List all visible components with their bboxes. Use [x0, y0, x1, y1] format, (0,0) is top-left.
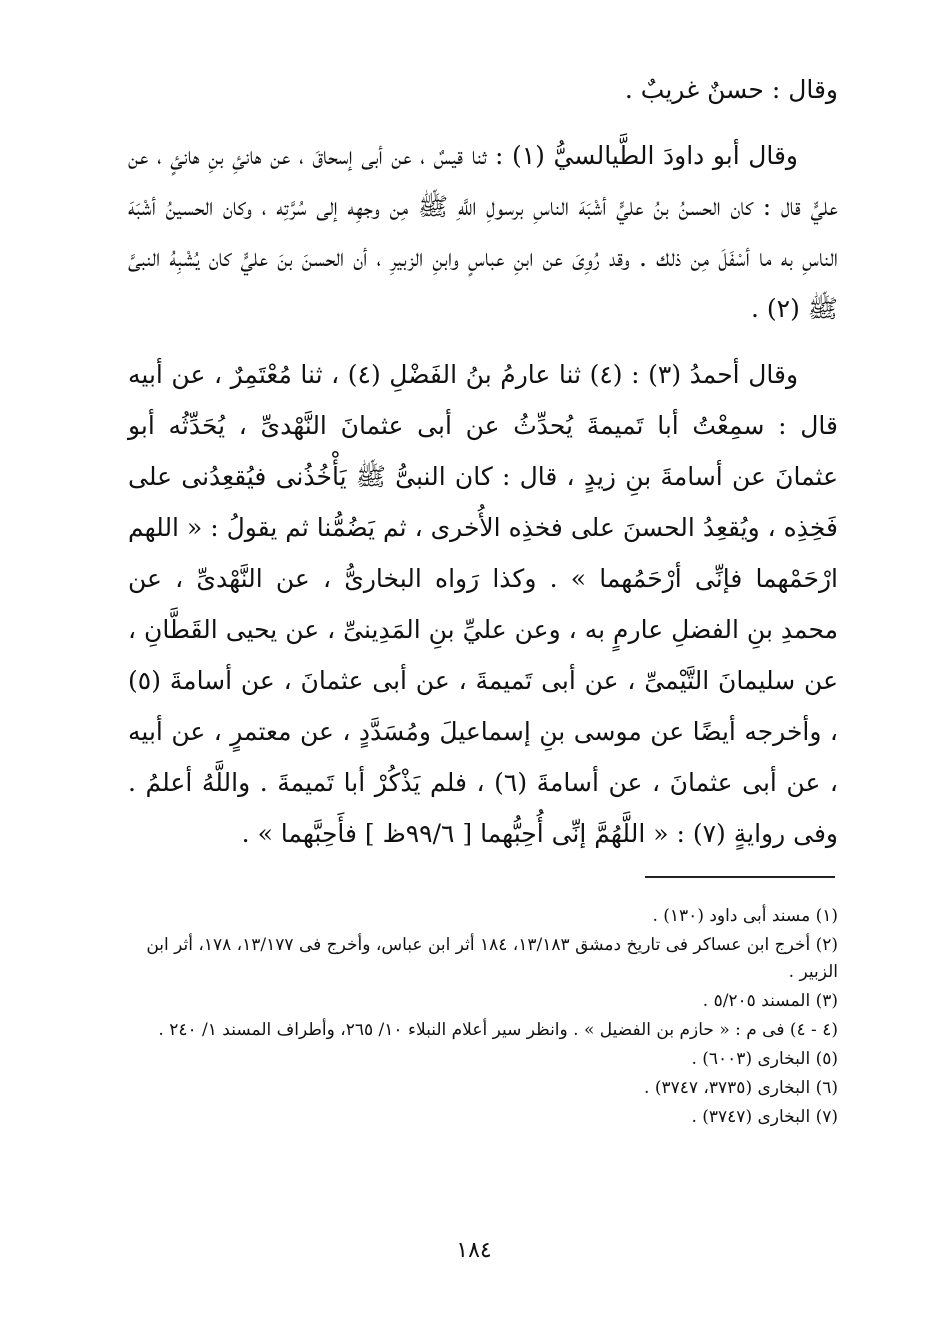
footnote: (٤ - ٤) فى م : « حازم بن الفضيل » . وانظر سير أعلام النبلاء ١٠/ ٢٦٥، وأطراف المسند ١/ ٢٤٠ . [158, 1020, 838, 1040]
paragraph: وقال أحمدُ (٣) : (٤) ثنا عارمُ بنُ الفَضْلِ (٤) ، ثنا مُعْتَمِرٌ ، عن أبيه قال : سمِعْتُ أبا تَميمةَ يُحدِّثُ عن أبى عثمانَ النَّهْدىِّ ، يُحَدِّثُه أبو عثمانَ عن أسامةَ بنِ زيدٍ ، قال : كان النبىُّ ﷺ يَأْخُذُنى فيُقعِدُنى على فَخِذِه ، ويُقعِدُ الحسنَ على فخذِه الأُخرى ، ثم يَضُمُّنا ثم يقولُ : « اللهم ارْحَمْهما فإنِّى أرْحَمُهما » . وكذا رَواه البخارىُّ ، عن النَّهْدىِّ ، عن محمدِ بنِ الفضلِ عارمٍ به ، وعن عليِّ بنِ المَدِينىِّ ، عن يحيى القَطَّانِ ، عن سليمانَ التَّيْمىِّ ، عن أبى تَميمةَ ، عن أبى عثمانَ ، عن أسامةَ (٥) ، وأخرجه أيضًا عن موسى بنِ إسماعيلَ ومُسَدَّدٍ ، عن معتمرٍ ، عن أبيه ، عن أبى عثمانَ ، عن أسامةَ (٦) ، فلم يَذْكُرْ أبا تَميمةَ . واللَّهُ أعلمُ . وفى روايةٍ (٧) : « اللَّهُمَّ إنِّى أُحِبُّهما [ ٩٩/٦ظ ] فأَحِبَّهما » . [128, 360, 838, 848]
paragraph: وقال أبو داودَ الطَّيالسيُّ (١) : ثنا قيسٌ ، عن أبى إسحاقَ ، عن هانئِ بنِ هانئٍ ، عن عليٍّ قال : كان الحسنُ بنُ عليٍّ أشْبَهَ الناسِ برسولِ اللَّهِ ﷺ مِن وجهِه إلى سُرَّتِه ، وكان الحسينُ أشْبَهَ الناسِ به ما أسْفَلَ مِن ذلك . وقد رُوِىَ عن ابنِ عباسٍ وابنِ الزبيرِ ، أن الحسنَ بنَ عليٍّ كان يُشْبِهُ النبىَّ ﷺ (٢) . [128, 141, 838, 323]
main-text [128, 64, 838, 874]
footnote-separator [645, 876, 835, 878]
footnote: (٦) البخارى (٣٧٣٥، ٣٧٤٧) . [644, 1078, 838, 1098]
footnote: (١) مسند أبى داود (١٣٠) . [652, 906, 838, 926]
footnote: (٢) أخرج ابن عساكر فى تاريخ دمشق ١٣/١٨٣، ١٨٤ أثر ابن عباس، وأخرج فى ١٣/١٧٧، ١٧٨، أثر ابن الزبير . [146, 935, 838, 982]
paragraph: وقال : حسنٌ غريبٌ . [624, 75, 838, 104]
footnotes [123, 903, 838, 1133]
footnote: (٣) المسند ٥/٢٠٥ . [702, 991, 838, 1011]
footnote: (٧) البخارى (٣٧٤٧) . [691, 1107, 838, 1127]
footnote: (٥) البخارى (٦٠٠٣) . [691, 1049, 838, 1069]
page-number: ١٨٤ [456, 1238, 492, 1263]
